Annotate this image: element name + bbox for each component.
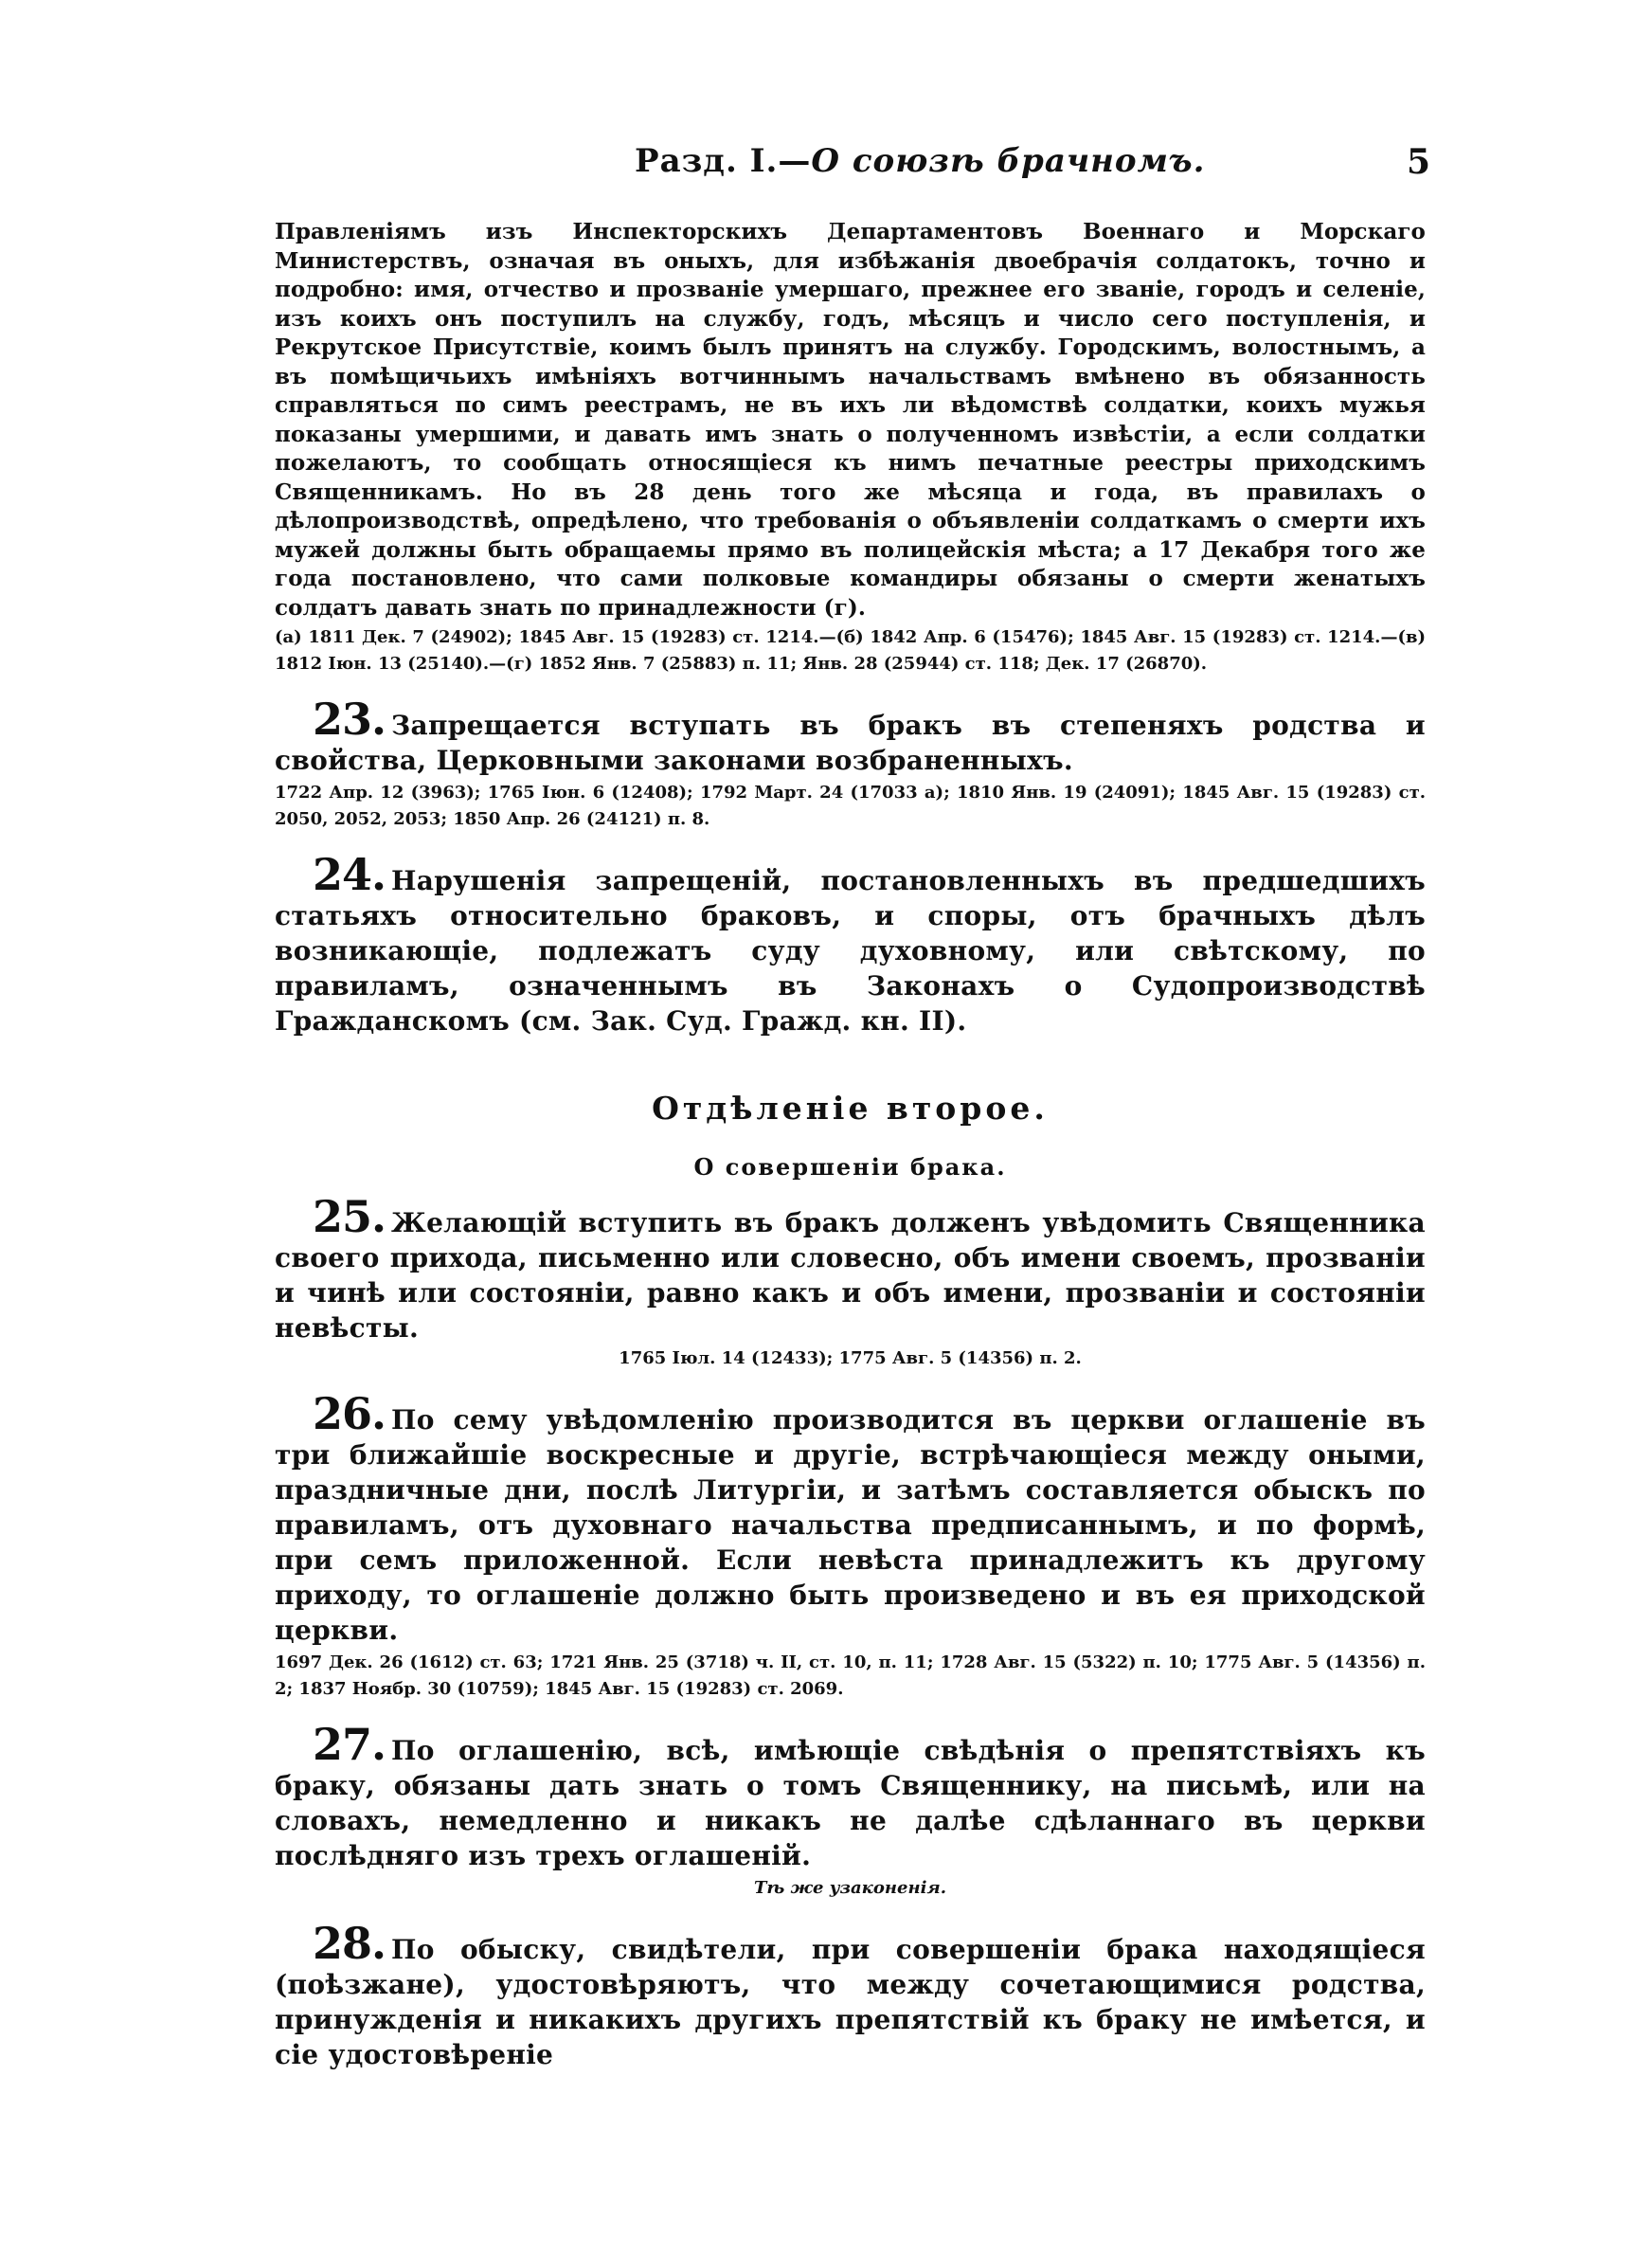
article-26 bbox=[275, 1388, 1426, 1703]
section-heading: Отдѣленіе второе. bbox=[652, 1090, 1049, 1127]
intro-references: (а) 1811 Дек. 7 (24902); 1845 Авг. 15 (19283) ст. 1214.—(б) 1842 Апр. 6 (15476); 1845 Авг. 15 (19283) ст. 1214.—(в) 1812 Іюн. 13 (25140).—(г) 1852 Янв. 7 (25883) п. 11; Янв. 28 (25944) ст. 118; Дек. 17 (26870). bbox=[275, 627, 1426, 674]
article-number: 23. bbox=[313, 694, 386, 745]
article-references: 1722 Апр. 12 (3963); 1765 Іюн. 6 (12408); 1792 Март. 24 (17033 а); 1810 Янв. 19 (24091); 1845 Авг. 15 (19283) ст. 2050, 2052, 2053; 1850 Апр. 26 (24121) п. 8. bbox=[275, 783, 1426, 829]
article-body: Нарушенія запрещеній, постановленныхъ въ предшедшихъ статьяхъ относительно браковъ, и споры, отъ брачныхъ дѣлъ возникающіе, подлежатъ суду духовному, или свѣтскому, по правиламъ, означеннымъ въ Законахъ о Судопроизводствѣ Гражданскомъ (см. Зак. Суд. Гражд. кн. II). bbox=[275, 865, 1426, 1037]
article-25 bbox=[275, 1191, 1426, 1372]
article-27 bbox=[275, 1719, 1426, 1902]
article-text bbox=[275, 694, 1426, 778]
article-body: По сему увѣдомленію производится въ церкви оглашеніе въ три ближайшіе воскресные и другіе, встрѣчающіеся между оными, праздничные дни, послѣ Литургіи, и затѣмъ составляется обыскъ по правиламъ, отъ духовнаго начальства предписаннымъ, и по формѣ, при семъ приложенной. Если невѣста принадлежитъ къ другому приходу, то оглашеніе должно быть произведено и въ ея приходской церкви. bbox=[275, 1404, 1426, 1646]
article-number: 27. bbox=[313, 1719, 386, 1770]
article-references: Тѣ же узаконенія. bbox=[753, 1878, 946, 1898]
section-subheading: О совершеніи брака. bbox=[693, 1153, 1007, 1181]
article-text bbox=[275, 849, 1426, 1038]
page-header bbox=[275, 142, 1430, 199]
article-body: По оглашенію, всѣ, имѣющіе свѣдѣнія о препятствіяхъ къ браку, обязаны дать знать о томъ Священнику, на письмѣ, или на словахъ, немедленно и никакъ не далѣе сдѣланнаго въ церкви послѣдняго изъ трехъ оглашеній. bbox=[275, 1735, 1426, 1871]
page-number: 5 bbox=[1406, 142, 1430, 182]
article-references: 1765 Іюл. 14 (12433); 1775 Авг. 5 (14356) п. 2. bbox=[619, 1348, 1082, 1368]
article-number: 26. bbox=[313, 1388, 386, 1439]
article-23 bbox=[275, 694, 1426, 833]
running-title-italic: О союзѣ брачномъ. bbox=[811, 142, 1206, 180]
article-body: Желающій вступить въ бракъ долженъ увѣдомить Священника своего прихода, письменно или словесно, объ имени своемъ, прозваніи и чинѣ или состояніи, равно какъ и объ имени, прозваніи и состояніи невѣсты. bbox=[275, 1207, 1426, 1344]
article-number: 24. bbox=[313, 849, 386, 900]
page-content bbox=[275, 218, 1426, 2072]
article-body: Запрещается вступать въ бракъ въ степеняхъ родства и свойства, Церковными законами возбраненныхъ. bbox=[275, 710, 1426, 776]
article-28 bbox=[275, 1918, 1426, 2072]
running-title-prefix: Разд. I.— bbox=[635, 142, 812, 180]
article-24 bbox=[275, 849, 1426, 1038]
article-number: 25. bbox=[313, 1191, 386, 1242]
intro-paragraph: Правленіямъ изъ Инспекторскихъ Департаментовъ Военнаго и Морскаго Министерствъ, означая въ оныхъ, для избѣжанія двоебрачія солдатокъ, точно и подробно: имя, отчество и прозваніе умершаго, прежнее его званіе, городъ и селеніе, изъ коихъ онъ поступилъ на службу, годъ, мѣсяцъ и число сего поступленія, и Рекрутское Присутствіе, коимъ былъ принятъ на службу. Городскимъ, волостнымъ, а въ помѣщичьихъ имѣніяхъ вотчиннымъ начальствамъ вмѣнено въ обязанность справляться по симъ реестрамъ, не въ ихъ ли вѣдомствѣ солдатки, коихъ мужья показаны умершими, и давать имъ знать о полученномъ извѣстіи, а если солдатки пожелаютъ, то сообщать относящіеся къ нимъ печатные реестры приходскимъ Священникамъ. Но въ 28 день того же мѣсяца и года, въ правилахъ о дѣлопроизводствѣ, опредѣлено, что требованія о объявленіи солдаткамъ о смерти ихъ мужей должны быть обращаемы прямо въ полицейскія мѣста; а 17 Декабря того же года постановлено, что сами полковые командиры обязаны о смерти женатыхъ солдатъ давать знать по принадлежности (г). bbox=[275, 219, 1426, 621]
article-references: 1697 Дек. 26 (1612) ст. 63; 1721 Янв. 25 (3718) ч. II, ст. 10, п. 11; 1728 Авг. 15 (5322) п. 10; 1775 Авг. 5 (14356) п. 2; 1837 Ноябр. 30 (10759); 1845 Авг. 15 (19283) ст. 2069. bbox=[275, 1652, 1426, 1699]
article-text bbox=[275, 1918, 1426, 2072]
article-text bbox=[275, 1388, 1426, 1648]
article-text bbox=[275, 1719, 1426, 1873]
article-number: 28. bbox=[313, 1918, 386, 1969]
article-body: По обыску, свидѣтели, при совершеніи брака находящіеся (поѣзжане), удостовѣряютъ, что между сочетающимися родства, принужденія и никакихъ другихъ препятствій къ браку не имѣется, и сіе удостовѣреніе bbox=[275, 1934, 1426, 2070]
running-title bbox=[635, 142, 1206, 180]
article-text bbox=[275, 1191, 1426, 1345]
